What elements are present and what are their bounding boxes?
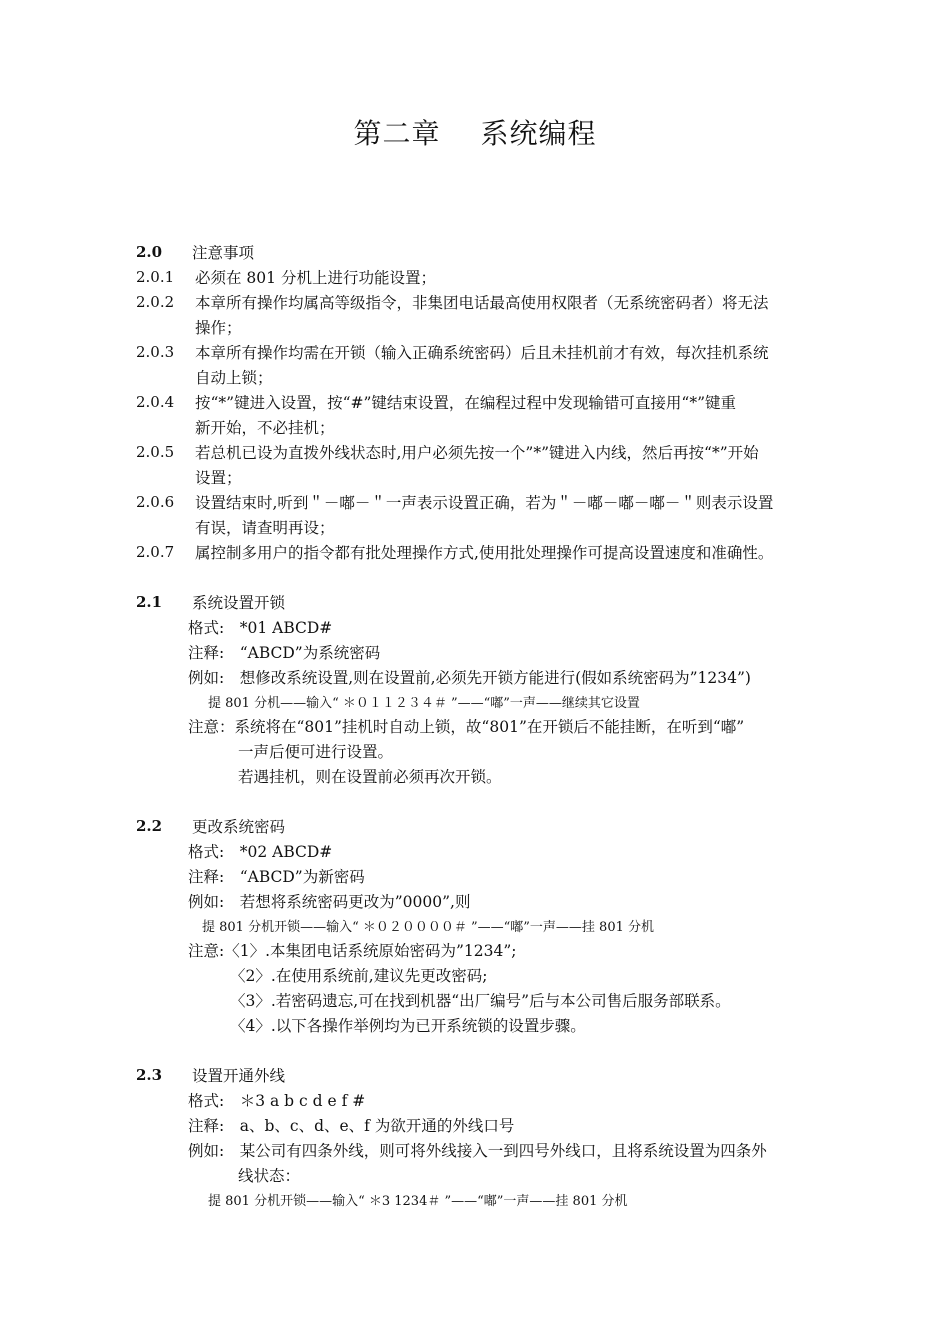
item-text: 属控制多用户的指令都有批处理操作方式,使用批处理操作可提高设置速度和准确性。 (195, 544, 774, 562)
item-number: 2.0.1 (136, 268, 175, 286)
item-number: 2.0.4 (136, 393, 175, 411)
example-line: 例如: 某公司有四条外线，则可将外线接入一到四号外线口，且将系统设置为四条外 (188, 1142, 767, 1160)
item-text: 本章所有操作均属高等级指令，非集团电话最高使用权限者（无系统密码者）将无法 (195, 294, 769, 312)
section-number: 2.0 (136, 243, 163, 261)
caution-line-cont: 〈4〉.以下各操作举例均为已开系统锁的设置步骤。 (230, 1017, 586, 1035)
caution-line-cont: 若遇挂机，则在设置前必须再次开锁。 (238, 768, 502, 786)
format-line: 格式: ＊3 a b c d e f # (188, 1092, 366, 1110)
note-line: 注释: a、b、c、d、e、f 为欲开通的外线口号 (188, 1117, 515, 1135)
caution-line: 注意:〈1〉.本集团电话系统原始密码为”1234”; (188, 942, 517, 960)
example-line: 例如: 想修改系统设置,则在设置前,必须先开锁方能进行(假如系统密码为”1234”) (188, 669, 751, 687)
item-text-cont: 自动上锁； (195, 369, 273, 387)
item-text-cont: 新开始，不必挂机； (195, 419, 335, 437)
chapter-number: 第二章 (353, 117, 441, 150)
item-number: 2.0.6 (136, 493, 175, 511)
caution-line-cont: 〈3〉.若密码遗忘,可在找到机器“出厂编号”后与本公司售后服务部联系。 (230, 992, 731, 1010)
example-line: 例如: 若想将系统密码更改为”0000”,则 (188, 893, 471, 911)
item-text: 本章所有操作均需在开锁（输入正确系统密码）后且未挂机前才有效，每次挂机系统 (195, 344, 769, 362)
section-number: 2.2 (136, 817, 163, 835)
format-line: 格式: *01 ABCD# (188, 619, 333, 637)
sequence-line: 提 801 分机开锁——输入“ ＊０２００００＃ ”——“嘟”一声——挂 801 分机 (202, 920, 655, 935)
item-text: 必须在 801 分机上进行功能设置； (195, 269, 436, 287)
item-text-cont: 有误，请查明再设； (195, 519, 335, 537)
caution-line-cont: 〈2〉.在使用系统前,建议先更改密码; (230, 967, 488, 985)
sequence-line: 提 801 分机开锁——输入“ ＊3 1234＃ ”——“嘟”一声——挂 801 分机 (208, 1194, 628, 1209)
item-number: 2.0.5 (136, 443, 175, 461)
caution-line-cont: 一声后便可进行设置。 (238, 743, 394, 761)
item-text: 若总机已设为直拨外线状态时,用户必须先按一个”*”键进入内线，然后再按“*”开始 (195, 444, 759, 462)
item-number: 2.0.7 (136, 543, 175, 561)
item-number: 2.0.2 (136, 293, 175, 311)
section-heading: 系统设置开锁 (192, 594, 286, 612)
caution-line: 注意：系统将在“801”挂机时自动上锁，故“801”在开锁后不能挂断，在听到“嘟” (188, 718, 745, 736)
format-line: 格式: *02 ABCD# (188, 843, 333, 861)
item-text: 按“*”键进入设置，按“#”键结束设置，在编程过程中发现输错可直接用“*”键重 (195, 394, 737, 412)
section-heading: 注意事项 (192, 244, 255, 262)
section-number: 2.3 (136, 1066, 163, 1084)
item-number: 2.0.3 (136, 343, 175, 361)
example-line-cont: 线状态： (238, 1167, 301, 1185)
item-text-cont: 设置； (195, 469, 242, 487)
section-heading: 更改系统密码 (192, 818, 286, 836)
sequence-line: 提 801 分机——输入“ ＊０１１２３４＃ ”——“嘟”一声——继续其它设置 (208, 696, 640, 711)
chapter-name: 系统编程 (480, 117, 597, 150)
chapter-title (0, 112, 950, 152)
section-heading: 设置开通外线 (192, 1067, 286, 1085)
item-text-cont: 操作； (195, 319, 242, 337)
note-line: 注释: “ABCD”为新密码 (188, 868, 365, 886)
note-line: 注释: “ABCD”为系统密码 (188, 644, 381, 662)
item-text: 设置结束时,听到＂－嘟－＂一声表示设置正确，若为＂－嘟－嘟－嘟－＂则表示设置 (195, 494, 774, 512)
section-number: 2.1 (136, 593, 163, 611)
